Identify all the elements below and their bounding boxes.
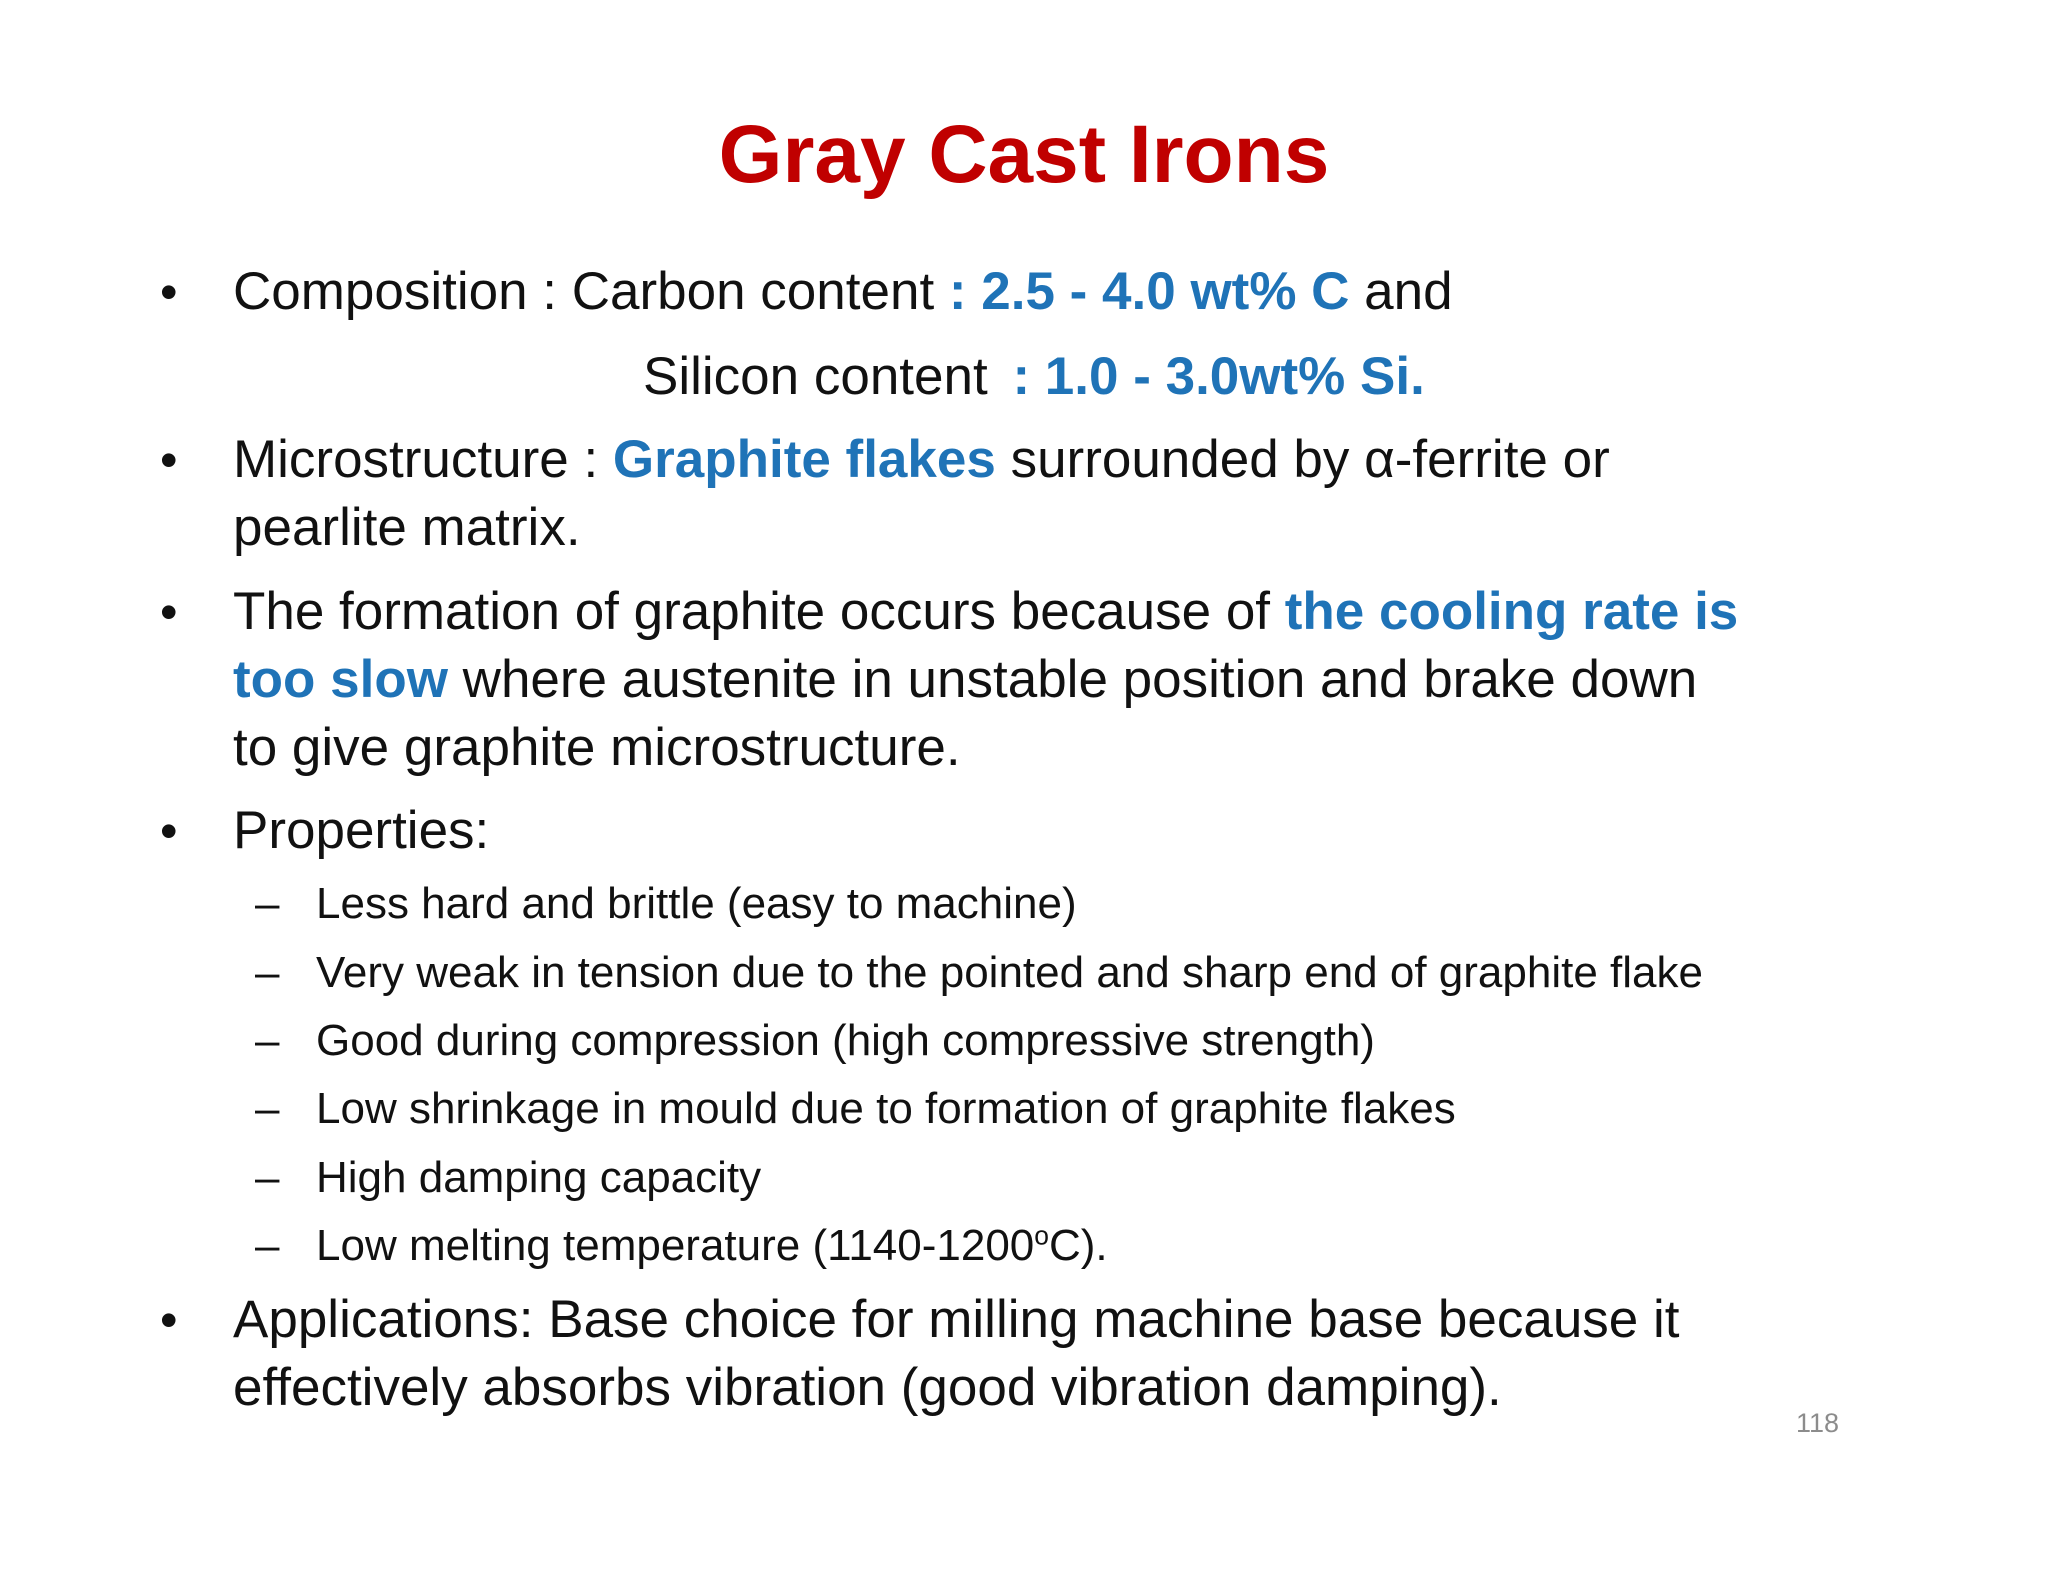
melting-prefix: Low melting temperature (1140-1200 <box>316 1221 1035 1270</box>
carbon-value: : 2.5 - 4.0 wt% C <box>948 262 1350 321</box>
formation-text-2: where austenite in unstable position and brake down <box>447 650 1698 709</box>
formation-line3: to give graphite microstructure. <box>233 718 961 777</box>
bullet-dot: • <box>160 1292 178 1348</box>
dash-marker: – <box>255 1153 280 1202</box>
degree-superscript: o <box>1034 1220 1049 1251</box>
composition-label: Composition : Carbon content <box>233 262 949 321</box>
dash-marker: – <box>255 879 280 928</box>
microstructure-label: Microstructure : <box>233 430 613 489</box>
formation-line2 <box>233 646 1697 714</box>
property-item <box>0 1007 2048 1075</box>
silicon-line <box>643 343 1425 411</box>
page-number: 118 <box>1796 1408 1840 1438</box>
property-text: Low shrinkage in mould due to formation of graphite flakes <box>316 1084 1456 1133</box>
microstructure-line2: pearlite matrix. <box>233 498 581 557</box>
property-item <box>0 939 2048 1007</box>
bullet-dot: • <box>160 584 178 640</box>
bullet-dot: • <box>160 803 178 859</box>
dash-marker: – <box>255 948 280 997</box>
properties-label: Properties: <box>233 801 490 860</box>
microstructure-rest: surrounded by α-ferrite or <box>995 430 1610 489</box>
applications-line1: Applications: Base choice for milling machine base because it <box>233 1290 1680 1349</box>
silicon-value: : 1.0 - 3.0wt% Si. <box>1012 347 1425 406</box>
formation-text: The formation of graphite occurs because of <box>233 582 1285 641</box>
property-text: Very weak in tension due to the pointed and sharp end of graphite flake <box>316 948 1703 997</box>
bullet-text <box>233 426 1853 494</box>
dash-marker: – <box>255 1221 280 1270</box>
property-text: Less hard and brittle (easy to machine) <box>316 879 1077 928</box>
formation-highlight: the cooling rate is <box>1284 582 1739 641</box>
property-item <box>0 1144 2048 1212</box>
dash-marker: – <box>255 1016 280 1065</box>
silicon-label: Silicon content <box>643 347 1003 406</box>
slide-title: Gray Cast Irons <box>718 109 1330 200</box>
property-item-melting <box>0 1212 2048 1280</box>
composition-and: and <box>1349 262 1453 321</box>
microstructure-highlight: Graphite flakes <box>612 430 996 489</box>
melting-suffix: C). <box>1048 1221 1108 1270</box>
applications-line2: effectively absorbs vibration (good vibration damping). <box>233 1358 1502 1417</box>
bullet-text <box>233 578 1853 646</box>
dash-marker: – <box>255 1084 280 1133</box>
bullet-text <box>233 258 1853 326</box>
property-text: Good during compression (high compressive strength) <box>316 1016 1375 1065</box>
bullet-dot: • <box>160 264 178 320</box>
formation-highlight-2: too slow <box>233 650 448 709</box>
bullet-dot: • <box>160 432 178 488</box>
property-text <box>316 1212 1108 1280</box>
property-item <box>0 870 2048 938</box>
property-text: High damping capacity <box>316 1153 762 1202</box>
property-item <box>0 1075 2048 1143</box>
